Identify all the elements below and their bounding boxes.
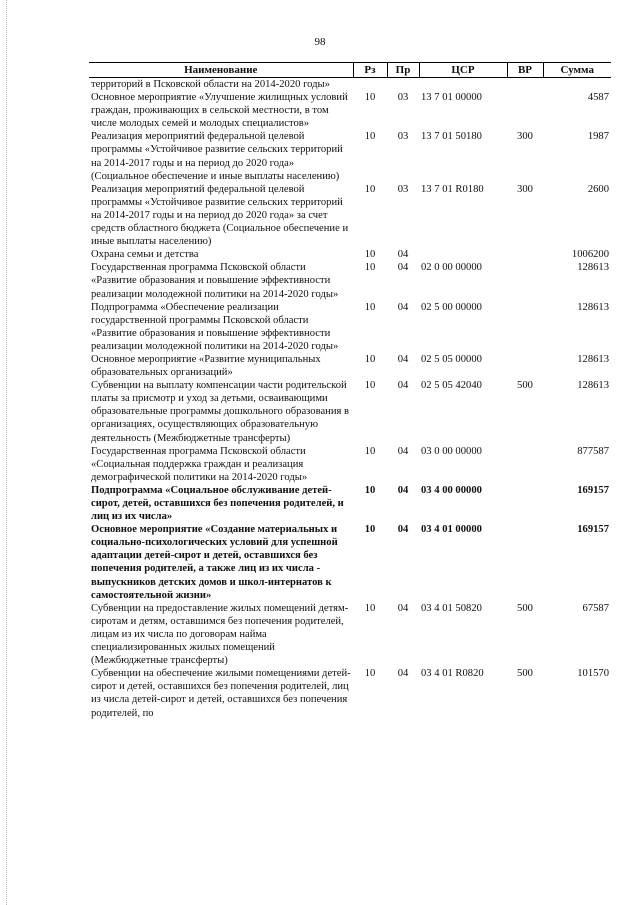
row-csr-cell: 02 0 00 00000 — [421, 262, 482, 274]
row-rz-cell: 10 — [364, 92, 376, 104]
scan-edge-line — [6, 0, 8, 905]
row-csr-cell: 13 7 01 R0180 — [421, 183, 484, 195]
row-rz-cell: 10 — [364, 484, 376, 496]
row-csr-cell: 03 4 00 00000 — [421, 484, 482, 496]
row-rz-cell: 10 — [364, 301, 376, 313]
table-row — [89, 183, 611, 248]
row-sum-cell: 169157 — [577, 484, 609, 496]
row-csr-cell: 02 5 05 42040 — [421, 380, 482, 392]
row-csr-cell: 13 7 01 00000 — [421, 92, 482, 104]
row-name-cell: территорий в Псковской области на 2014-2020 годы» — [91, 79, 330, 90]
row-vr-cell: 300 — [517, 131, 533, 143]
row-vr-cell: 500 — [517, 602, 533, 614]
row-csr-cell: 03 4 01 00000 — [421, 524, 482, 536]
table-row — [89, 445, 611, 484]
row-name-cell: Государственная программа Псковской области «Развитие образования и повышение эффективности реализации молодежной политики на 2014-2020 годы» — [91, 262, 339, 300]
table-body — [89, 78, 611, 720]
table-row — [89, 301, 611, 353]
row-rz-cell: 10 — [364, 524, 376, 536]
header-rz: Рз — [353, 63, 387, 78]
page-number: 98 — [314, 36, 326, 48]
row-vr-cell — [507, 523, 543, 602]
row-sum-cell: 4587 — [587, 92, 609, 104]
row-vr-cell — [507, 484, 543, 523]
row-rz-cell: 10 — [364, 668, 376, 680]
row-sum-cell: 128613 — [577, 262, 609, 274]
row-name-cell: Охрана семьи и детства — [91, 249, 199, 261]
row-csr-cell: 02 5 00 00000 — [421, 301, 482, 313]
row-name-cell: Субвенции на предоставление жилых помещений детям-сиротам и детям, оставшимся без попечения родителей, лицам из их числа по договорам найма специализированных жилых помещений (Межбюджетные трансферты) — [91, 602, 349, 667]
row-csr-cell — [419, 248, 507, 261]
row-pr-cell: 04 — [397, 301, 409, 313]
row-csr-cell: 03 0 00 00000 — [421, 445, 482, 457]
row-sum-cell: 101570 — [577, 668, 609, 680]
row-pr-cell: 04 — [397, 602, 409, 614]
row-name-cell: Реализация мероприятий федеральной целевой программы «Устойчивое развитие сельских территорий на 2014-2017 годы и на период до 2020 года» за счет средств областного бюджета (Социальное обеспечение и иные выплаты населению) — [91, 183, 349, 248]
header-vr: ВР — [507, 63, 543, 78]
row-sum-cell: 877587 — [577, 445, 609, 457]
row-pr-cell: 04 — [397, 668, 409, 680]
table-header-row — [89, 63, 611, 78]
table-row — [89, 602, 611, 667]
row-rz-cell: 10 — [364, 249, 376, 261]
table-row — [89, 523, 611, 602]
row-name-cell: Подпрограмма «Обеспечение реализации государственной программы Псковской области «Развитие образования и повышение эффективности реализации молодежной политики на 2014-2020 годы» — [91, 301, 339, 352]
row-sum-cell: 1006200 — [571, 249, 609, 261]
row-name-cell: Субвенции на выплату компенсации части родительской платы за присмотр и уход за детьми, осваивающими образовательные программы дошкольного образования в организациях, осуществляющих образовательную деятельность (Межбюджетные трансферты) — [91, 380, 350, 444]
table-row — [89, 484, 611, 523]
row-rz-cell: 10 — [364, 353, 376, 365]
row-sum-cell: 128613 — [577, 353, 609, 365]
row-rz-cell: 10 — [364, 131, 376, 143]
row-pr-cell: 04 — [397, 484, 409, 496]
row-csr-cell: 02 5 05 00000 — [421, 353, 482, 365]
table-row — [89, 261, 611, 300]
row-vr-cell — [507, 445, 543, 484]
budget-table — [89, 62, 611, 720]
header-sum: Сумма — [543, 63, 611, 78]
row-vr-cell — [507, 301, 543, 353]
header-name: Наименование — [89, 63, 353, 78]
row-name-cell: Основное мероприятие «Создание материальных и социально-психологических условий для успешной адаптации детей-сирот и детей, оставшихся без попечения родителей, а также лиц из их числа - выпускников детских домов и школ-интернатов к самостоятельной жизни» — [91, 524, 338, 601]
row-name-cell: Государственная программа Псковской области «Социальная поддержка граждан и реализация демографической политики на 2014-2020 годы» — [91, 445, 308, 483]
row-sum-cell — [543, 78, 611, 92]
row-pr-cell: 03 — [397, 131, 409, 143]
table-row — [89, 667, 611, 719]
row-pr-cell: 04 — [397, 380, 409, 392]
row-pr-cell — [387, 78, 419, 92]
row-name-cell: Подпрограмма «Социальное обслуживание детей-сирот, детей, оставшихся без попечения родителей, и лиц из их числа» — [91, 484, 344, 523]
row-vr-cell: 500 — [517, 380, 533, 392]
row-pr-cell: 04 — [397, 249, 409, 261]
table-row — [89, 353, 611, 379]
row-name-cell: Основное мероприятие «Улучшение жилищных условий граждан, проживающих в сельской местности, в том числе молодых семей и молодых специалистов» — [91, 92, 348, 130]
row-pr-cell: 04 — [397, 353, 409, 365]
row-vr-cell — [507, 261, 543, 300]
header-csr: ЦСР — [419, 63, 507, 78]
row-pr-cell: 03 — [397, 183, 409, 195]
row-sum-cell: 2600 — [587, 183, 609, 195]
row-sum-cell: 128613 — [577, 301, 609, 313]
row-rz-cell: 10 — [364, 445, 376, 457]
row-vr-cell — [507, 248, 543, 261]
row-rz-cell — [353, 78, 387, 92]
row-pr-cell: 04 — [397, 445, 409, 457]
row-sum-cell: 128613 — [577, 380, 609, 392]
row-sum-cell: 67587 — [582, 602, 609, 614]
row-csr-cell: 03 4 01 R0820 — [421, 668, 484, 680]
row-vr-cell — [507, 353, 543, 379]
table-row — [89, 91, 611, 130]
row-rz-cell: 10 — [364, 262, 376, 274]
row-name-cell: Основное мероприятие «Развитие муниципальных образовательных организаций» — [91, 353, 321, 379]
row-rz-cell: 10 — [364, 602, 376, 614]
row-pr-cell: 04 — [397, 524, 409, 536]
row-pr-cell: 04 — [397, 262, 409, 274]
row-name-cell: Субвенции на обеспечение жилыми помещениями детей-сирот и детей, оставшихся без попечения родителей, лиц из числа детей-сирот и детей, оставшихся без попечения родителей, по — [91, 668, 351, 719]
row-sum-cell: 1987 — [587, 131, 609, 143]
table-row — [89, 130, 611, 182]
row-pr-cell: 03 — [397, 92, 409, 104]
row-vr-cell — [507, 91, 543, 130]
row-vr-cell: 300 — [517, 183, 533, 195]
row-rz-cell: 10 — [364, 380, 376, 392]
row-sum-cell: 169157 — [577, 524, 609, 536]
table-row — [89, 78, 611, 92]
table-row — [89, 379, 611, 444]
row-vr-cell: 500 — [517, 668, 533, 680]
row-name-cell: Реализация мероприятий федеральной целевой программы «Устойчивое развитие сельских территорий на 2014-2017 годы и на период до 2020 года» (Социальное обеспечение и иные выплаты населению) — [91, 131, 343, 182]
table-row — [89, 248, 611, 261]
row-vr-cell — [507, 78, 543, 92]
row-csr-cell: 13 7 01 50180 — [421, 131, 482, 143]
header-pr: Пр — [387, 63, 419, 78]
row-csr-cell — [419, 78, 507, 92]
row-csr-cell: 03 4 01 50820 — [421, 602, 482, 614]
row-rz-cell: 10 — [364, 183, 376, 195]
